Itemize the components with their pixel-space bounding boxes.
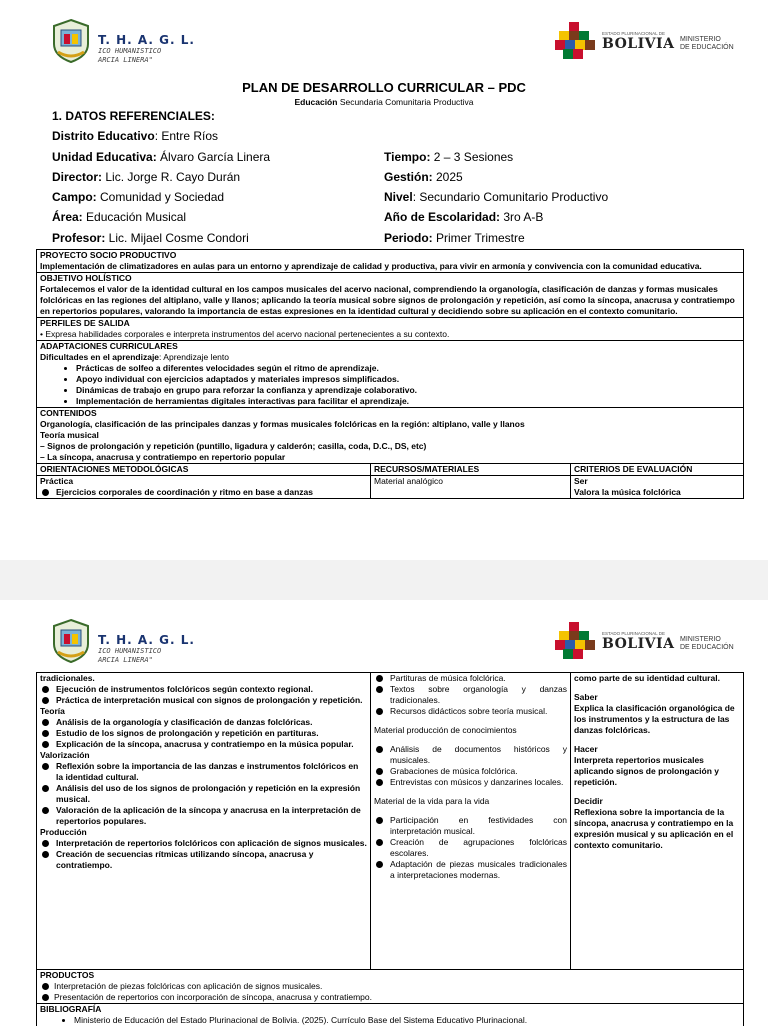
list-item: Textos sobre organología y danzas tradicionales. (374, 684, 567, 706)
ref-tiempo (384, 150, 513, 164)
list-item: • Implementación de herramientas digitales interactivas para facilitar el aprendizaje. (76, 396, 740, 407)
perfiles-section (37, 318, 743, 341)
list-item: • Dinámicas de trabajo en grupo para reforzar la confianza y aprendizaje colaborativo. (76, 385, 740, 396)
list-item: Adaptación de piezas musicales tradicionales a interpretaciones modernas. (374, 859, 567, 881)
school-name: T. H. A. G. L. (98, 33, 195, 47)
list-item: Análisis del uso de los signos de prolongación y repetición en la expresión musical. (40, 783, 367, 805)
document-subtitle (0, 97, 768, 107)
ref-value: Lic. Jorge R. Cayo Durán (102, 170, 241, 184)
ref-value: 2 – 3 Sesiones (430, 150, 514, 164)
orientaciones-cell (37, 476, 371, 498)
columns-body-row (37, 673, 743, 970)
subtitle-rest: Secundaria Comunitaria Productiva (339, 97, 474, 107)
subtitle-bold: Educación (294, 97, 338, 107)
document-title: PLAN DE DESARROLLO CURRICULAR – PDC (242, 80, 526, 95)
list-item: • Apoyo individual con ejercicios adaptados y materiales impresos simplificados. (76, 374, 740, 385)
ref-campo (52, 190, 224, 204)
list-item: Partituras de música folclórica. (374, 673, 567, 684)
ref-profesor (52, 231, 249, 245)
adaptaciones-lead-label: Dificultades en el aprendizaje (40, 352, 160, 362)
ref-label: Periodo: (384, 231, 433, 245)
ref-label: Profesor: (52, 231, 106, 245)
school-seal-icon (50, 618, 92, 664)
list-item: Ejercicios corporales de coordinación y ritmo en base a danzas (40, 487, 367, 498)
list-item: Grabaciones de música folclórica. (374, 766, 567, 777)
ref-label: Área: (52, 210, 83, 224)
subheading-saber: Saber (574, 692, 598, 702)
ref-label: Campo: (52, 190, 97, 204)
ref-value: Lic. Mijael Cosme Condori (105, 231, 249, 245)
ref-label: Nivel (384, 190, 413, 204)
ministry-label-line1: MINISTERIO (680, 36, 721, 43)
list-item: Análisis de la organología y clasificación de danzas folclóricas. (40, 717, 367, 728)
ref-anio (384, 210, 543, 224)
bibliografia-list (40, 1015, 740, 1026)
columns-header-row (37, 464, 743, 476)
bolivia-emblem-icon (555, 22, 595, 60)
list-item: • Ministerio de Educación del Estado Plurinacional de Bolivia. (2025). Currículo Base del Sistema Educativo Plurinacional. (74, 1015, 740, 1026)
subheading-material-produccion: Material producción de conocimientos (374, 725, 517, 735)
school-name: T. H. A. G. L. (98, 633, 195, 647)
subheading-decidir: Decidir (574, 796, 603, 806)
criterios-cell (571, 476, 743, 498)
ref-value: Álvaro García Linera (156, 150, 271, 164)
subheading-material-analogico: Material analógico (374, 476, 443, 486)
ministry-label-line1: MINISTERIO (680, 636, 721, 643)
column-header-criterios: CRITERIOS DE EVALUACIÓN (574, 464, 693, 474)
ref-label: Tiempo: (384, 150, 431, 164)
ref-distrito (52, 129, 218, 143)
section-heading: CONTENIDOS (40, 408, 97, 418)
list-item: Estudio de los signos de prolongación y repetición en partituras. (40, 728, 367, 739)
pdc-table-page2 (36, 672, 744, 1026)
continued-text: tradicionales. (40, 673, 95, 683)
subheading-produccion: Producción (40, 827, 87, 837)
section-heading: PRODUCTOS (40, 970, 95, 980)
contenido-line: Organología, clasificación de las principales danzas y formas musicales folclóricas en la región: altiplano, valle y llanos (40, 419, 525, 429)
page-gap (0, 560, 768, 600)
recursos-cell (371, 673, 571, 969)
ref-value: Primer Trimestre (432, 231, 525, 245)
list-item: Creación de secuencias rítmicas utilizando síncopa, anacrusa y contratiempo. (40, 849, 367, 871)
list-item: Interpretación de repertorios folclóricos con aplicación de signos musicales. (40, 838, 367, 849)
list-item: Análisis de documentos históricos y musicales. (374, 744, 567, 766)
criterio-text: Reflexiona sobre la importancia de la síncopa, anacrusa y contratiempo en la expresión musical y su aplicación en el contexto comunitario. (574, 807, 734, 850)
list-item: Entrevistas con músicos y danzarines locales. (374, 777, 567, 788)
adaptaciones-lead (40, 352, 740, 363)
productos-section (37, 970, 743, 1004)
subheading-practica: Práctica (40, 476, 74, 486)
ref-unidad (52, 150, 270, 164)
ref-value: Comunidad y Sociedad (96, 190, 225, 204)
list-item: Valoración de la aplicación de la síncopa y anacrusa en la interpretación de repertorios populares. (40, 805, 367, 827)
ref-value: : Secundario Comunitario Productivo (412, 190, 609, 204)
ref-periodo (384, 231, 525, 245)
criterios-cell (571, 673, 743, 969)
section-text: Fortalecemos el valor de la identidad cultural en los campos musicales del acervo nacional, comprendiendo la organología, clasificación de danzas y formas musicales folclóricas en las regiones del altiplano, valle y llanos; aplicando la teoría musical sobre signos de prolongación y repetición, así como la síncopa, anacrusa y contratiempo en repertorios populares, valorando la importancia de estas expresiones en la identidad cultural y decidiendo sobre su aplicación en el contexto comunitario. (40, 284, 735, 316)
bolivia-emblem-icon (555, 622, 595, 660)
list-item: Creación de agrupaciones folclóricas escolares. (374, 837, 567, 859)
country-label: BOLIVIA (602, 36, 675, 52)
school-seal-icon (50, 18, 92, 64)
section-heading: PERFILES DE SALIDA (40, 318, 130, 328)
school-subtitle-line1: ICO HUMANISTICO (98, 647, 162, 655)
subheading-material-vida: Material de la vida para la vida (374, 796, 490, 806)
subheading-valorizacion: Valorización (40, 750, 90, 760)
state-label: ESTADO PLURINACIONAL DE (602, 631, 666, 636)
orientaciones-cell (37, 673, 371, 969)
ref-label: Año de Escolaridad: (384, 210, 501, 224)
list-item: Participación en festividades con interpretación musical. (374, 815, 567, 837)
section-heading: OBJETIVO HOLÍSTICO (40, 273, 132, 283)
ref-nivel (384, 190, 608, 204)
psp-section (37, 250, 743, 273)
contenido-line: – La síncopa, anacrusa y contratiempo en repertorio popular (40, 452, 286, 462)
ref-value: Educación Musical (82, 210, 187, 224)
recursos-cell (371, 476, 571, 498)
pdc-table-page1 (36, 249, 744, 499)
list-item: Recursos didácticos sobre teoría musical. (374, 706, 567, 717)
list-item: Interpretación de piezas folclóricas con aplicación de signos musicales. (40, 981, 740, 992)
ref-value: 2025 (432, 170, 463, 184)
ref-director (52, 170, 240, 184)
column-header-orientaciones: ORIENTACIONES METODOLÓGICAS (37, 464, 371, 475)
adaptaciones-lead-value: : Aprendizaje lento (159, 352, 229, 362)
adaptaciones-list (40, 363, 740, 407)
section-heading: ADAPTACIONES CURRICULARES (40, 341, 178, 351)
list-item: Explicación de la síncopa, anacrusa y contratiempo en la música popular. (40, 739, 367, 750)
contenido-line: – Signos de prolongación y repetición (puntillo, ligadura y calderón; casilla, coda, D.C., DS, etc) (40, 441, 427, 451)
ref-label: Director: (52, 170, 103, 184)
ref-value: 3ro A-B (500, 210, 544, 224)
page-header (0, 600, 768, 675)
school-subtitle-line2: ARCIA LINERA" (98, 56, 153, 64)
columns-body-row (37, 476, 743, 498)
ref-value: : Entre Ríos (154, 129, 219, 143)
continued-text: como parte de su identidad cultural. (574, 673, 720, 683)
subheading-teoria: Teoría (40, 706, 65, 716)
list-item: Reflexión sobre la importancia de las danzas e instrumentos folclóricos en la identidad cultural. (40, 761, 367, 783)
school-subtitle-line1: ICO HUMANISTICO (98, 47, 162, 55)
criterio-text: Interpreta repertorios musicales aplicando signos de prolongación y repetición. (574, 755, 719, 787)
ref-gestion (384, 170, 463, 184)
page-header (0, 0, 768, 75)
section-heading-datos: 1. DATOS REFERENCIALES: (52, 109, 215, 123)
state-label: ESTADO PLURINACIONAL DE (602, 31, 666, 36)
bibliografia-section (37, 1004, 743, 1026)
list-item: • Prácticas de solfeo a diferentes velocidades según el ritmo de aprendizaje. (76, 363, 740, 374)
ref-label: Distrito Educativo (52, 129, 155, 143)
section-heading: BIBLIOGRAFÍA (40, 1004, 102, 1014)
list-item: Presentación de repertorios con incorporación de síncopa, anacrusa y contratiempo. (40, 992, 740, 1003)
column-header-recursos: RECURSOS/MATERIALES (371, 464, 571, 475)
ref-label: Gestión: (384, 170, 433, 184)
criterio-text: Valora la música folclórica (574, 487, 681, 497)
objetivo-section (37, 273, 743, 318)
list-item: Ejecución de instrumentos folclóricos según contexto regional. (40, 684, 367, 695)
school-subtitle-line2: ARCIA LINERA" (98, 656, 153, 664)
subheading-hacer: Hacer (574, 744, 598, 754)
section-text: Implementación de climatizadores en aulas para un entorno y aprendizaje de calidad y productiva, para vivir en armonía y convivencia con la comunidad educativa. (40, 261, 702, 271)
contenido-line: Teoría musical (40, 430, 99, 440)
ministry-label-line2: DE EDUCACIÓN (680, 644, 734, 651)
ref-label: Unidad Educativa: (52, 150, 157, 164)
section-text: • Expresa habilidades corporales e interpreta instrumentos del acervo nacional pertenecientes a su contexto. (40, 329, 450, 339)
section-heading: PROYECTO SOCIO PRODUCTIVO (40, 250, 177, 260)
criterio-text: Explica la clasificación organológica de los instrumentos y la estructura de las danzas folclóricas. (574, 703, 735, 735)
page-2 (0, 600, 768, 1024)
list-item: Práctica de interpretación musical con signos de prolongación y repetición. (40, 695, 367, 706)
adaptaciones-section (37, 341, 743, 408)
contenidos-section (37, 408, 743, 464)
ref-area (52, 210, 186, 224)
ministry-label-line2: DE EDUCACIÓN (680, 44, 734, 51)
country-label: BOLIVIA (602, 636, 675, 652)
subheading-ser: Ser (574, 476, 588, 486)
